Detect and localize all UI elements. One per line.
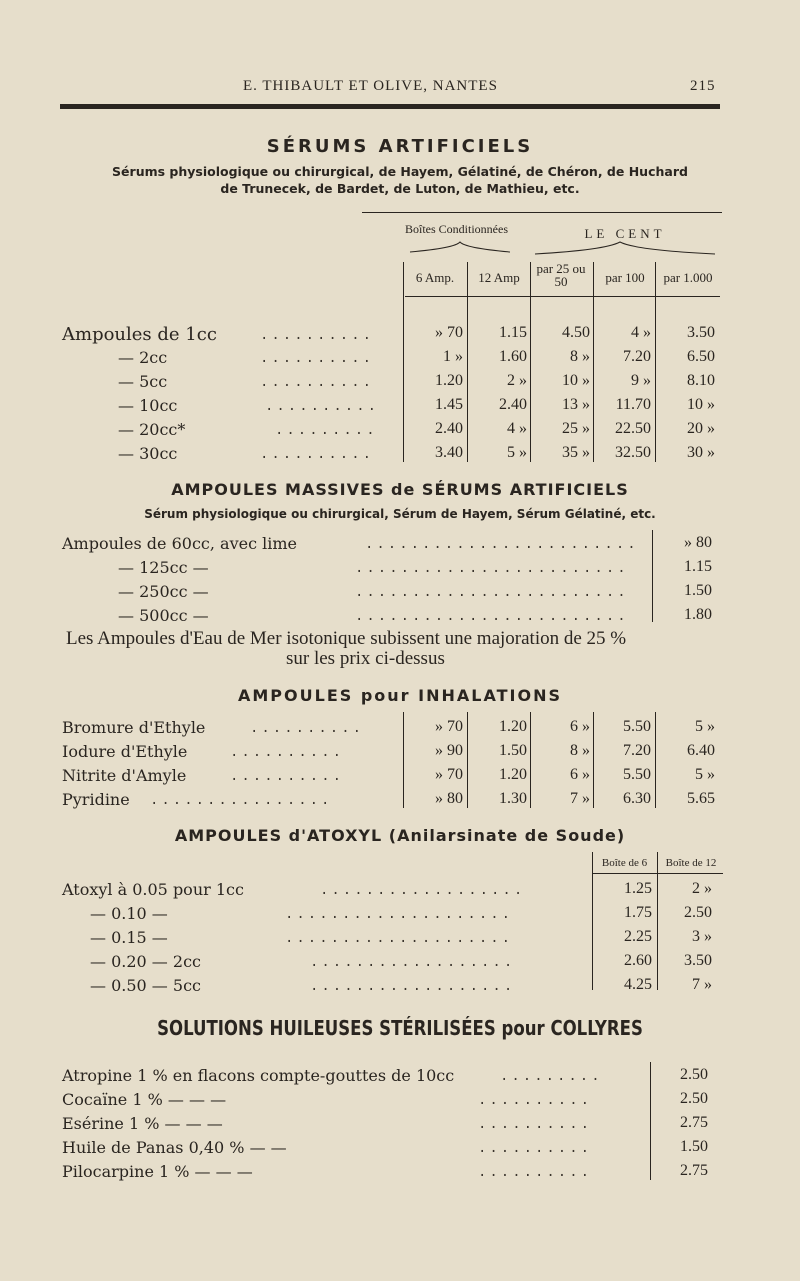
- row-label: Huile de Panas 0,40 % — —: [62, 1138, 287, 1157]
- col-line: [467, 712, 468, 808]
- cell: 1.50: [680, 1138, 708, 1155]
- col-line: [655, 712, 656, 808]
- col-par-25: par 25 ou 50: [536, 261, 586, 289]
- cell: 9 »: [631, 372, 651, 389]
- col-boite-6: Boîte de 6: [601, 857, 648, 869]
- cell: 1.15: [684, 558, 712, 575]
- cell: 6 »: [570, 766, 590, 783]
- cell: 2.50: [680, 1090, 708, 1107]
- cell: 1.15: [499, 324, 527, 341]
- row-label: Ampoules de 60cc, avec lime: [62, 534, 298, 553]
- row-label: Pilocarpine 1 % — — —: [62, 1162, 253, 1181]
- eau-de-mer-note: Les Ampoules d'Eau de Mer isotonique subissent une majoration de 25 %: [66, 628, 627, 649]
- col-line: [593, 262, 594, 462]
- cell: » 70: [435, 766, 463, 783]
- inhalations-title: AMPOULES pour INHALATIONS: [238, 686, 562, 705]
- cell: 6.50: [687, 348, 715, 365]
- col-boite-12: Boîte de 12: [665, 857, 717, 869]
- cell: 1.45: [435, 396, 463, 413]
- row-label: Pyridine: [62, 790, 130, 809]
- cell: 5.50: [623, 766, 651, 783]
- cell: 5.50: [623, 718, 651, 735]
- cell: » 80: [435, 790, 463, 807]
- cell: 5 »: [507, 444, 527, 461]
- catalog-page: E. THIBAULT ET OLIVE, NANTES 215 SÉRUMS ARTIFICIELS Sérums physiologique ou chirurgical, de Hayem, Gélatiné, de Chéron, de Huchard de Trunecek, de Bardet, de Luton, de Mathieu, etc. Boîtes Conditionnées LE CENT 6 Amp. 12 Amp par 25 ou 50 par 100 par 1.000 Ampoules de 1cc .......... » 70 1.15 4.50 4 » 3.50 — 2cc .......... 1 » 1.60 8 » 7.20 6.50 — 5cc .......... 1.20 2 » 10 » 9 » 8.10 — 10cc .......... 1.45 2.40 13 » 11.70 10 » — 20cc* ......... 2.40 4 » 25 » 22.50 20 » — 30cc .......... 3.40 5 » 35 » 32.50 30 » AMPOULES MASSIVES de SÉRUMS ARTIFICIELS Sérum physiologique ou chirurgical, Sérum de Hayem, Sérum Gélatiné, etc. Ampoules de 60cc, avec lime ........................ » 80 — 125cc — ........................ 1.15 — 250cc — ........................ 1.50 — 500cc — ........................ 1.80 Les Ampoules d'Eau de Mer isotonique subissent une majoration de 25 % sur les prix ci-dessus AMPOULES pour INHALATIONS Bromure d'Ethyle .......... » 70 1.20 6 » 5.50 5 » Iodure d'Ethyle .......... » 90 1.50 8 » 7.20 6.40 Nitrite d'Amyle .......... » 70 1.20 6 » 5.50 5 » Pyridine ................ » 80 1.30 7 » 6.30 5.65 AMPOULES d'ATOXYL (Anilarsinate de Soude) Boîte de 6 Boîte de 12 Atoxyl à 0.05 pour 1cc .................. 1.25 2 » — 0.10 — .................... 1.75 2.50 — 0.15 — .................... 2.25 3 » — 0.20 — 2cc .................. 2.60 3.50 — 0.50 — 5cc .................. 4.25 7 » SOLUTIONS HUILEUSES STÉRILISÉES pour COLLYRES Atropine 1 % en flacons compte-gouttes de 10cc ......... 2.50 Cocaïne 1 % — — — .......... 2.50 Esérine 1 % — — — .......... 2.75 Huile de Panas 0,40 % — — .......... 1.50 Pilocarpine 1 % — — — .......... 2.75: [0, 0, 800, 1281]
- cell: 5 »: [695, 766, 715, 783]
- row-label: — 20cc*: [118, 420, 186, 439]
- collyres-title: SOLUTIONS HUILEUSES STÉRILISÉES pour COLLYRES: [157, 1016, 643, 1040]
- cell: 2.50: [684, 904, 712, 921]
- cell: » 90: [435, 742, 463, 759]
- massives-subtitle: Sérum physiologique ou chirurgical, Sérum de Hayem, Sérum Gélatiné, etc.: [144, 507, 656, 521]
- cell: 2.40: [435, 420, 463, 437]
- col-group-boites: Boîtes Conditionnées: [405, 222, 508, 236]
- cell: 1.20: [499, 718, 527, 735]
- cell: 7 »: [692, 976, 712, 993]
- cell: 6.40: [687, 742, 715, 759]
- col-par-1000: par 1.000: [663, 270, 713, 285]
- eau-de-mer-note-2: sur les prix ci-dessus: [286, 648, 445, 669]
- cell: 4 »: [507, 420, 527, 437]
- cell: 2.60: [624, 952, 652, 969]
- col-header-rule: [405, 296, 720, 297]
- cell: 8 »: [570, 348, 590, 365]
- col-line: [650, 1062, 651, 1180]
- col-6amp: 6 Amp.: [415, 270, 455, 285]
- col-line: [593, 712, 594, 808]
- table-top-rule: [362, 212, 722, 213]
- cell: 10 »: [687, 396, 715, 413]
- cell: 8.10: [687, 372, 715, 389]
- cell: 2.75: [680, 1162, 708, 1179]
- row-label: Atoxyl à 0.05 pour 1cc: [62, 880, 244, 899]
- cell: 6.30: [623, 790, 651, 807]
- header-rule: [60, 104, 720, 109]
- row-label: Bromure d'Ethyle: [62, 718, 206, 737]
- cell: 1.75: [624, 904, 652, 921]
- cell: 1.25: [624, 880, 652, 897]
- row-label: — 0.10 —: [90, 904, 168, 923]
- cell: 25 »: [562, 420, 590, 437]
- cell: 1.20: [435, 372, 463, 389]
- cell: 10 »: [562, 372, 590, 389]
- row-label: — 250cc —: [118, 582, 209, 601]
- row-label: — 2cc: [118, 348, 168, 367]
- col-line: [530, 712, 531, 808]
- col-par-100: par 100: [605, 270, 645, 285]
- row-label: Atropine 1 % en flacons compte-gouttes de 10cc: [62, 1066, 455, 1085]
- row-label: — 0.20 — 2cc: [90, 952, 201, 971]
- row-label: Iodure d'Ethyle: [62, 742, 188, 761]
- page-number: 215: [690, 78, 716, 94]
- cell: 3.40: [435, 444, 463, 461]
- cell: 5.65: [687, 790, 715, 807]
- atoxyl-title: AMPOULES d'ATOXYL (Anilarsinate de Soude): [174, 826, 626, 845]
- cell: 1.60: [499, 348, 527, 365]
- cell: 3.50: [684, 952, 712, 969]
- row-label: Nitrite d'Amyle: [62, 766, 187, 785]
- cell: 2 »: [507, 372, 527, 389]
- massives-title: AMPOULES MASSIVES de SÉRUMS ARTIFICIELS: [171, 480, 629, 499]
- row-label: — 5cc: [118, 372, 168, 391]
- cell: » 80: [684, 534, 712, 551]
- serums-title: SÉRUMS ARTIFICIELS: [266, 136, 534, 157]
- cell: 2 »: [692, 880, 712, 897]
- col-line: [403, 262, 404, 462]
- page-header: [0, 78, 800, 98]
- cell: 2.50: [680, 1066, 708, 1083]
- row-label: — 0.15 —: [90, 928, 168, 947]
- cell: 35 »: [562, 444, 590, 461]
- col-group-le-cent: LE CENT: [584, 226, 666, 241]
- col-line: [652, 530, 653, 622]
- cell: 3.50: [687, 324, 715, 341]
- cell: 20 »: [687, 420, 715, 437]
- cell: 1.50: [499, 742, 527, 759]
- col-12amp: 12 Amp: [478, 270, 520, 285]
- col-line: [467, 262, 468, 462]
- cell: 4 »: [631, 324, 651, 341]
- row-label: — 500cc —: [118, 606, 209, 625]
- cell: » 70: [435, 324, 463, 341]
- cell: 7.20: [623, 348, 651, 365]
- cell: 2.40: [499, 396, 527, 413]
- cell: 7 »: [570, 790, 590, 807]
- cell: 5 »: [695, 718, 715, 735]
- cell: 32.50: [615, 444, 651, 461]
- col-line: [530, 262, 531, 462]
- row-label: — 0.50 — 5cc: [90, 976, 201, 995]
- col-header-rule: [593, 873, 723, 874]
- cell: 4.50: [562, 324, 590, 341]
- cell: 1.80: [684, 606, 712, 623]
- row-label: Cocaïne 1 % — — —: [62, 1090, 227, 1109]
- cell: 4.25: [624, 976, 652, 993]
- cell: 22.50: [615, 420, 651, 437]
- cell: 1.20: [499, 766, 527, 783]
- col-line: [655, 262, 656, 462]
- row-label: — 10cc: [118, 396, 178, 415]
- row-label: Ampoules de 1cc: [62, 324, 217, 345]
- cell: 30 »: [687, 444, 715, 461]
- col-braces: [405, 240, 725, 260]
- cell: 7.20: [623, 742, 651, 759]
- cell: 2.75: [680, 1114, 708, 1131]
- col-line: [403, 712, 404, 808]
- cell: 13 »: [562, 396, 590, 413]
- serums-subtitle-2: de Trunecek, de Bardet, de Luton, de Mathieu, etc.: [220, 181, 580, 196]
- row-label: Esérine 1 % — — —: [62, 1114, 223, 1133]
- cell: 1 »: [443, 348, 463, 365]
- serums-subtitle-1: Sérums physiologique ou chirurgical, de Hayem, Gélatiné, de Chéron, de Huchard: [112, 164, 688, 179]
- cell: 1.30: [499, 790, 527, 807]
- cell: 8 »: [570, 742, 590, 759]
- cell: » 70: [435, 718, 463, 735]
- header-title: E. THIBAULT ET OLIVE, NANTES: [243, 78, 498, 94]
- row-label: — 30cc: [118, 444, 178, 463]
- cell: 6 »: [570, 718, 590, 735]
- cell: 11.70: [615, 396, 651, 413]
- cell: 3 »: [692, 928, 712, 945]
- cell: 2.25: [624, 928, 652, 945]
- row-label: — 125cc —: [118, 558, 209, 577]
- cell: 1.50: [684, 582, 712, 599]
